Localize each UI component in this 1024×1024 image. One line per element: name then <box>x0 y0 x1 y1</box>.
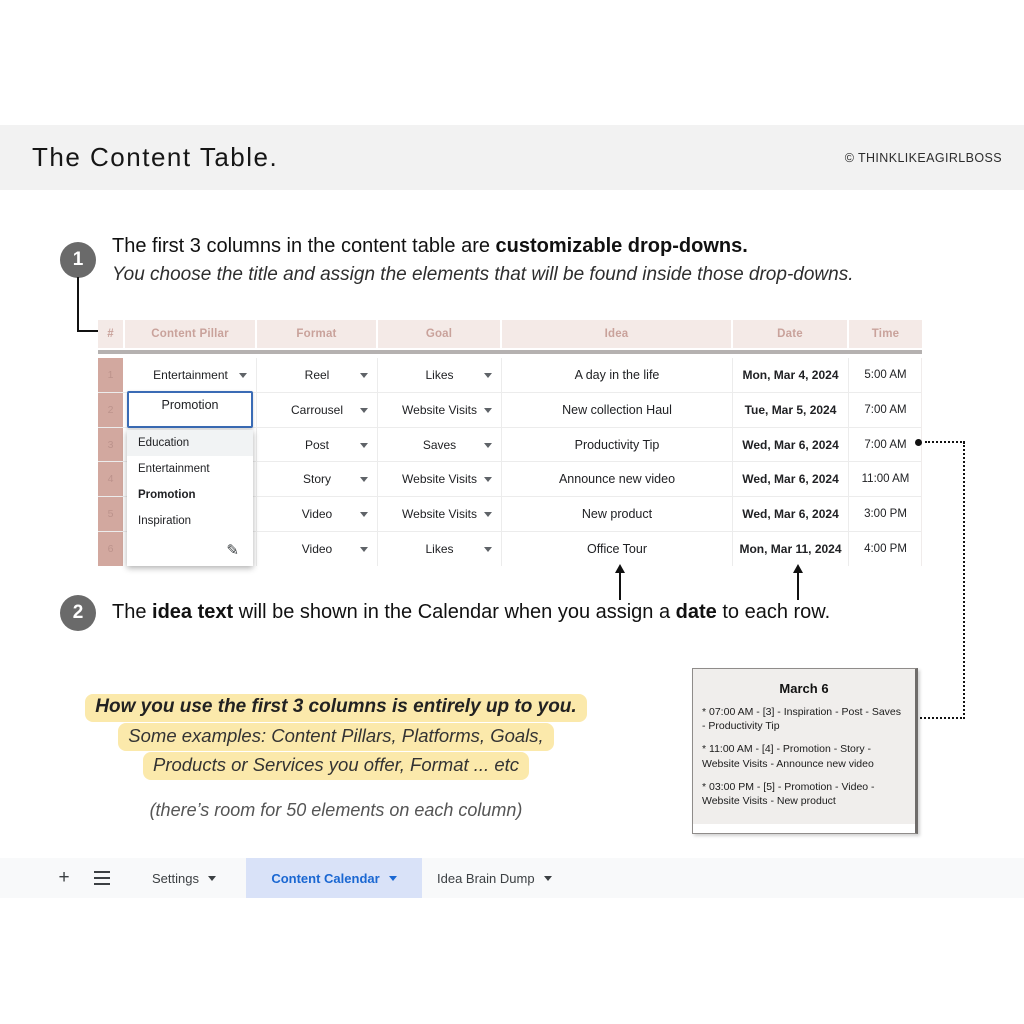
step2-post: to each row. <box>716 601 831 623</box>
step1-connector-vertical <box>77 277 79 332</box>
step1-badge <box>60 242 96 278</box>
highlight-line2 <box>58 723 614 751</box>
step1-number: 1 <box>72 249 84 270</box>
cell-format[interactable] <box>257 393 378 427</box>
dropdown-option-promotion[interactable]: Promotion <box>127 482 253 508</box>
cell-date[interactable]: Wed, Mar 6, 2024 <box>733 428 849 462</box>
tab-content-calendar-label: Content Calendar <box>271 870 380 886</box>
cell-format[interactable] <box>257 428 378 462</box>
step2-badge <box>60 595 96 631</box>
cell-date[interactable]: Mon, Mar 4, 2024 <box>733 358 849 392</box>
dropdown-editor[interactable]: Promotion <box>127 391 253 428</box>
header-cell-goal[interactable]: Goal <box>378 320 502 348</box>
dropdown-option-entertainment[interactable]: Entertainment <box>127 456 253 482</box>
row-number: 6 <box>98 532 125 566</box>
copyright-text: © THINKLIKEAGIRLBOSS <box>844 150 1002 165</box>
cell-goal[interactable] <box>378 462 502 496</box>
add-sheet-button[interactable]: + <box>58 867 70 888</box>
cell-goal[interactable] <box>378 393 502 427</box>
cell-format-value: Reel <box>304 367 330 382</box>
dropdown-arrow-icon[interactable] <box>484 443 492 448</box>
cell-time[interactable]: 3:00 PM <box>864 508 907 521</box>
step2-bold2: date <box>675 601 717 623</box>
dropdown-arrow-icon[interactable] <box>360 512 368 517</box>
connector-dotted-top <box>925 441 965 443</box>
idea-column-arrow <box>619 572 621 600</box>
step2-number: 2 <box>72 602 84 623</box>
cell-pillar-value: Entertainment <box>153 367 228 382</box>
dropdown-arrow-icon[interactable] <box>484 512 492 517</box>
dropdown-arrow-icon[interactable] <box>360 408 368 413</box>
calendar-entry: * 03:00 PM - [5] - Promotion - Video - Website Visits - New product <box>702 780 875 807</box>
all-sheets-menu-icon[interactable] <box>94 871 110 885</box>
cell-goal-value: Website Visits <box>402 507 477 522</box>
cell-time[interactable]: 5:00 AM <box>864 368 907 381</box>
dropdown-arrow-icon[interactable] <box>360 443 368 448</box>
cell-date[interactable]: Wed, Mar 6, 2024 <box>733 462 849 496</box>
highlight-line3-text: Products or Services you offer, Format ... etc <box>143 752 529 780</box>
tab-idea-brain-dump[interactable] <box>437 858 552 898</box>
tab-idea-brain-dump-label: Idea Brain Dump <box>437 870 535 886</box>
cell-goal-value: Likes <box>425 367 454 382</box>
cell-time[interactable]: 11:00 AM <box>861 473 910 486</box>
row-number: 5 <box>98 497 125 531</box>
step1-text <box>112 235 972 286</box>
dropdown-menu <box>127 430 253 566</box>
cell-format[interactable] <box>257 497 378 531</box>
row-number: 3 <box>98 428 125 462</box>
page-title: The Content Table. <box>32 142 279 172</box>
header-cell-date[interactable]: Date <box>733 320 849 348</box>
dropdown-option-inspiration[interactable]: Inspiration <box>127 508 253 534</box>
table-header-row <box>98 320 922 348</box>
header-cell-idea[interactable]: Idea <box>502 320 733 348</box>
cell-date[interactable]: Wed, Mar 6, 2024 <box>733 497 849 531</box>
header-cell-number[interactable]: # <box>98 320 125 348</box>
chevron-down-icon[interactable] <box>389 876 397 881</box>
cell-goal[interactable] <box>378 532 502 566</box>
cell-idea[interactable]: New collection Haul <box>502 393 733 427</box>
step1-lead: The first 3 columns in the content table are <box>112 235 496 257</box>
tab-settings-label: Settings <box>152 870 199 886</box>
dropdown-option-education[interactable]: Education <box>127 430 253 456</box>
header-cell-time[interactable]: Time <box>849 320 922 348</box>
cell-format[interactable] <box>257 532 378 566</box>
date-column-arrow <box>797 572 799 600</box>
cell-idea[interactable]: Productivity Tip <box>502 428 733 462</box>
cell-goal-value: Likes <box>425 542 454 557</box>
row-number: 2 <box>98 393 125 427</box>
cell-date[interactable]: Tue, Mar 5, 2024 <box>733 393 849 427</box>
dropdown-arrow-icon[interactable] <box>484 408 492 413</box>
sheet-tab-bar <box>0 858 1024 898</box>
dropdown-arrow-icon[interactable] <box>360 547 368 552</box>
dropdown-arrow-icon[interactable] <box>239 373 247 378</box>
cell-goal[interactable] <box>378 497 502 531</box>
chevron-down-icon[interactable] <box>544 876 552 881</box>
capacity-note: (there’s room for 50 elements on each column) <box>149 800 523 820</box>
cell-format-value: Video <box>301 542 333 557</box>
connector-dotted-vertical <box>963 442 965 719</box>
cell-goal-value: Saves <box>422 437 457 452</box>
step2-pre: The <box>112 601 153 623</box>
highlight-line1 <box>58 694 614 722</box>
cell-idea[interactable]: New product <box>502 497 733 531</box>
dropdown-arrow-icon[interactable] <box>360 373 368 378</box>
table-header-shadow <box>98 350 922 354</box>
highlight-line3 <box>58 752 614 780</box>
dropdown-arrow-icon[interactable] <box>484 477 492 482</box>
cell-format-value: Story <box>302 472 331 487</box>
highlight-note <box>58 694 614 781</box>
tab-settings[interactable] <box>152 858 216 898</box>
calendar-card <box>692 668 918 834</box>
cell-format[interactable] <box>257 358 378 392</box>
highlight-line2-text: Some examples: Content Pillars, Platforms, Goals, <box>118 723 553 751</box>
cell-format[interactable] <box>257 462 378 496</box>
dropdown-arrow-icon[interactable] <box>360 477 368 482</box>
step2-mid: will be shown in the Calendar when you assign a <box>233 601 676 623</box>
table-row <box>98 358 921 393</box>
cell-idea[interactable]: A day in the life <box>502 358 733 392</box>
calendar-entry: * 07:00 AM - [3] - Inspiration - Post - Saves - Productivity Tip <box>702 706 902 733</box>
title-bar <box>0 125 1024 190</box>
row-number: 4 <box>98 462 125 496</box>
cell-goal-value: Website Visits <box>402 472 477 487</box>
cell-goal[interactable] <box>378 428 502 462</box>
header-cell-content-pillar[interactable]: Content Pillar <box>125 320 257 348</box>
dropdown-arrow-icon[interactable] <box>484 547 492 552</box>
cell-goal-value: Website Visits <box>402 402 477 417</box>
chevron-down-icon[interactable] <box>208 876 216 881</box>
row-number: 1 <box>98 358 125 392</box>
cell-pillar[interactable] <box>125 358 257 392</box>
cell-idea[interactable]: Announce new video <box>502 462 733 496</box>
calendar-card-title: March 6 <box>779 681 829 696</box>
cell-format-value: Post <box>304 437 329 452</box>
dropdown-edit-row[interactable] <box>127 534 253 566</box>
cell-format-value: Video <box>301 507 333 522</box>
calendar-card-cutoff <box>693 824 915 833</box>
step1-line1 <box>112 235 972 258</box>
step2-bold1: idea text <box>152 601 234 623</box>
cell-idea[interactable]: Office Tour <box>502 532 733 566</box>
cell-date[interactable]: Mon, Mar 11, 2024 <box>733 532 849 566</box>
header-cell-format[interactable]: Format <box>257 320 378 348</box>
step1-bold: customizable drop-downs. <box>495 235 748 257</box>
cell-goal[interactable] <box>378 358 502 392</box>
cell-time[interactable]: 7:00 AM <box>864 403 907 416</box>
highlight-line1-text: How you use the first 3 columns is entirely up to you. <box>85 694 586 722</box>
dropdown-arrow-icon[interactable] <box>484 373 492 378</box>
cell-time[interactable]: 7:00 AM <box>864 438 907 451</box>
calendar-entry: * 11:00 AM - [4] - Promotion - Story - Website Visits - Announce new video <box>702 743 874 770</box>
cell-format-value: Carrousel <box>290 402 344 417</box>
cell-time[interactable]: 4:00 PM <box>864 543 907 556</box>
tab-content-calendar[interactable] <box>246 858 422 898</box>
connector-dot <box>915 439 922 446</box>
pencil-icon[interactable]: ✎ <box>226 542 239 559</box>
step2-text <box>112 601 992 624</box>
step1-subtext: You choose the title and assign the elements that will be found inside those drop-downs. <box>112 264 854 285</box>
